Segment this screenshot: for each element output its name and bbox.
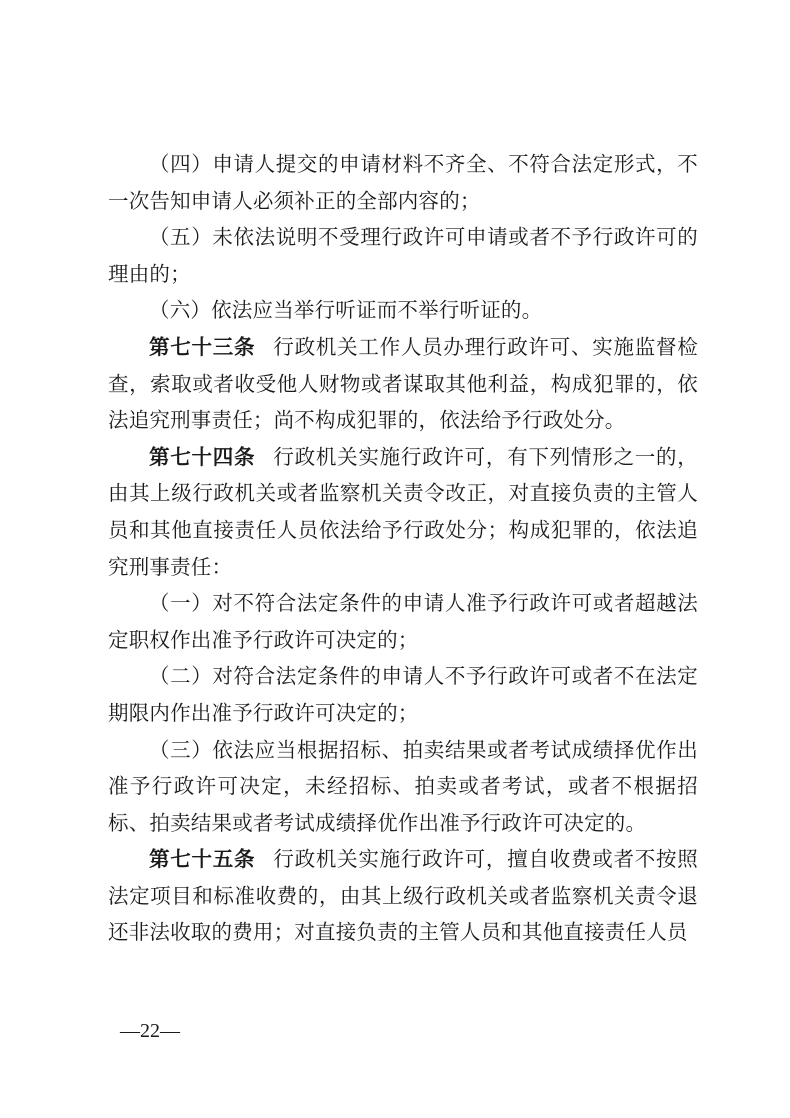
paragraph-item-6 (108, 292, 698, 329)
article-74 (108, 439, 698, 585)
article-text: 行政机关实施行政许可，擅自收费或者不按照法定项目和标准收费的，由其上级行政机关或者监察机关责令退还非法收取的费用；对直接负责的主管人员和其他直接责任人员 (108, 847, 698, 945)
article-number: 第七十四条 (149, 444, 256, 469)
article-number: 第七十三条 (149, 334, 256, 359)
paragraph-text: （一）对不符合法定条件的申请人准予行政许可或者超越法定职权作出准予行政许可决定的； (108, 591, 698, 652)
paragraph-text: （六）依法应当举行听证而不举行听证的。 (149, 298, 543, 323)
document-body (108, 146, 698, 951)
article-text: 行政机关工作人员办理行政许可、实施监督检查，索取或者收受他人财物或者谋取其他利益，构成犯罪的，依法追究刑事责任；尚不构成犯罪的，依法给予行政处分。 (108, 334, 698, 433)
paragraph-text: （二）对符合法定条件的申请人不予行政许可或者不在法定期限内作出准予行政许可决定的； (108, 664, 698, 725)
paragraph-text: （四）申请人提交的申请材料不齐全、不符合法定形式，不一次告知申请人必须补正的全部内容的； (108, 152, 698, 213)
paragraph-text: （五）未依法说明不受理行政许可申请或者不予行政许可的理由的； (108, 225, 698, 286)
article-number: 第七十五条 (149, 847, 256, 872)
paragraph-item-1 (108, 585, 698, 658)
paragraph-item-3 (108, 732, 698, 842)
paragraph-text: （三）依法应当根据招标、拍卖结果或者考试成绩择优作出准予行政许可决定，未经招标、拍卖或者考试，或者不根据招标、拍卖结果或者考试成绩择优作出准予行政许可决定的。 (108, 737, 698, 835)
page-number: —22— (120, 1020, 180, 1042)
paragraph-item-5 (108, 219, 698, 292)
paragraph-item-4 (108, 146, 698, 219)
paragraph-item-2 (108, 658, 698, 731)
article-text: 行政机关实施行政许可，有下列情形之一的，由其上级行政机关或者监察机关责令改正，对直接负责的主管人员和其他直接责任人员依法给予行政处分；构成犯罪的，依法追究刑事责任： (108, 444, 698, 579)
article-75 (108, 841, 698, 951)
article-73 (108, 329, 698, 439)
